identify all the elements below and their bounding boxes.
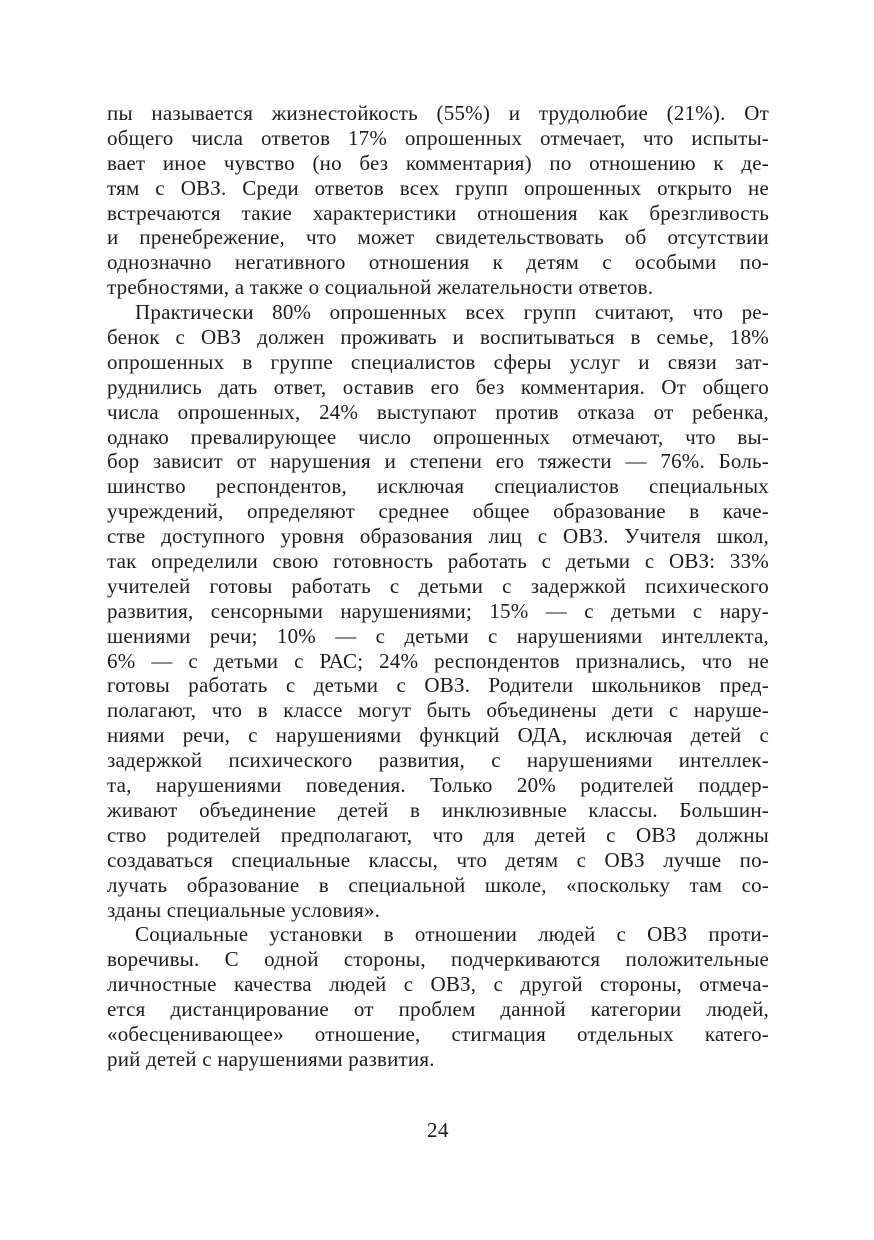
text-line: развития, сенсорными нарушениями; 15% — с детьми с нару- bbox=[107, 598, 769, 623]
paragraph bbox=[107, 922, 769, 1071]
text-line: Практически 80% опрошенных всех групп считают, что ре- bbox=[135, 300, 769, 325]
page-number: 24 bbox=[427, 1118, 449, 1142]
text-line: встречаются такие характеристики отношения как брезгливость bbox=[107, 200, 769, 225]
text-line: ниями речи, с нарушениями функций ОДА, исключая детей с bbox=[107, 723, 769, 748]
text-line: рий детей с нарушениями развития. bbox=[107, 1046, 435, 1071]
text-line: та, нарушениями поведения. Только 20% родителей поддер- bbox=[107, 773, 769, 798]
text-line: учреждений, определяют среднее общее образование в каче- bbox=[107, 499, 769, 524]
text-line: живают объединение детей в инклюзивные классы. Большин- bbox=[107, 797, 769, 822]
paragraph bbox=[107, 101, 769, 300]
text-block bbox=[107, 101, 769, 1072]
text-line: числа опрошенных, 24% выступают против отказа от ребенка, bbox=[107, 399, 769, 424]
text-line: вает иное чувство (но без комментария) по отношению к де- bbox=[107, 150, 769, 175]
text-line: тям с ОВЗ. Среди ответов всех групп опрошенных открыто не bbox=[107, 175, 769, 200]
text-line: однако превалирующее число опрошенных отмечают, что вы- bbox=[107, 424, 769, 449]
text-line: общего числа ответов 17% опрошенных отмечает, что испыты- bbox=[107, 125, 769, 150]
text-line: опрошенных в группе специалистов сферы услуг и связи зат- bbox=[107, 349, 769, 374]
text-line: однозначно негативного отношения к детям с особыми по- bbox=[107, 250, 769, 275]
text-line: личностные качества людей с ОВЗ, с другой стороны, отмеча- bbox=[107, 972, 769, 997]
text-line: «обесценивающее» отношение, стигмация отдельных катего- bbox=[107, 1021, 769, 1046]
text-line: шинство респондентов, исключая специалистов специальных bbox=[107, 474, 769, 499]
text-line: ство родителей предполагают, что для детей с ОВЗ должны bbox=[107, 822, 769, 847]
text-line: Социальные установки в отношении людей с ОВЗ проти- bbox=[135, 922, 769, 947]
text-line: бор зависит от нарушения и степени его тяжести — 76%. Боль- bbox=[107, 449, 769, 474]
text-line: полагают, что в классе могут быть объединены дети с наруше- bbox=[107, 698, 769, 723]
text-line: готовы работать с детьми с ОВЗ. Родители школьников пред- bbox=[107, 673, 769, 698]
text-line: 6% — с детьми с РАС; 24% респондентов признались, что не bbox=[107, 648, 769, 673]
text-line: воречивы. С одной стороны, подчеркиваются положительные bbox=[107, 947, 769, 972]
text-line: так определили свою готовность работать с детьми с ОВЗ: 33% bbox=[107, 549, 769, 574]
paragraph bbox=[107, 300, 769, 922]
text-line: пы называется жизнестойкость (55%) и трудолюбие (21%). От bbox=[107, 101, 769, 125]
text-line: создаваться специальные классы, что детям с ОВЗ лучше по- bbox=[107, 847, 769, 872]
text-line: стве доступного уровня образования лиц с ОВЗ. Учителя школ, bbox=[107, 524, 769, 549]
text-line: учителей готовы работать с детьми с задержкой психического bbox=[107, 573, 769, 598]
text-line: лучать образование в специальной школе, «поскольку там со- bbox=[107, 872, 769, 897]
text-line: задержкой психического развития, с нарушениями интеллек- bbox=[107, 748, 769, 773]
text-line: руднились дать ответ, оставив его без комментария. От общего bbox=[107, 374, 769, 399]
text-line: шениями речи; 10% — с детьми с нарушениями интеллекта, bbox=[107, 623, 769, 648]
text-line: требностями, а также о социальной желательности ответов. bbox=[107, 275, 654, 300]
text-line: зданы специальные условия». bbox=[107, 897, 381, 922]
text-line: бенок с ОВЗ должен проживать и воспитываться в семье, 18% bbox=[107, 325, 769, 350]
text-line: ется дистанцирование от проблем данной категории людей, bbox=[107, 997, 769, 1022]
text-line: и пренебрежение, что может свидетельствовать об отсутствии bbox=[107, 225, 769, 250]
